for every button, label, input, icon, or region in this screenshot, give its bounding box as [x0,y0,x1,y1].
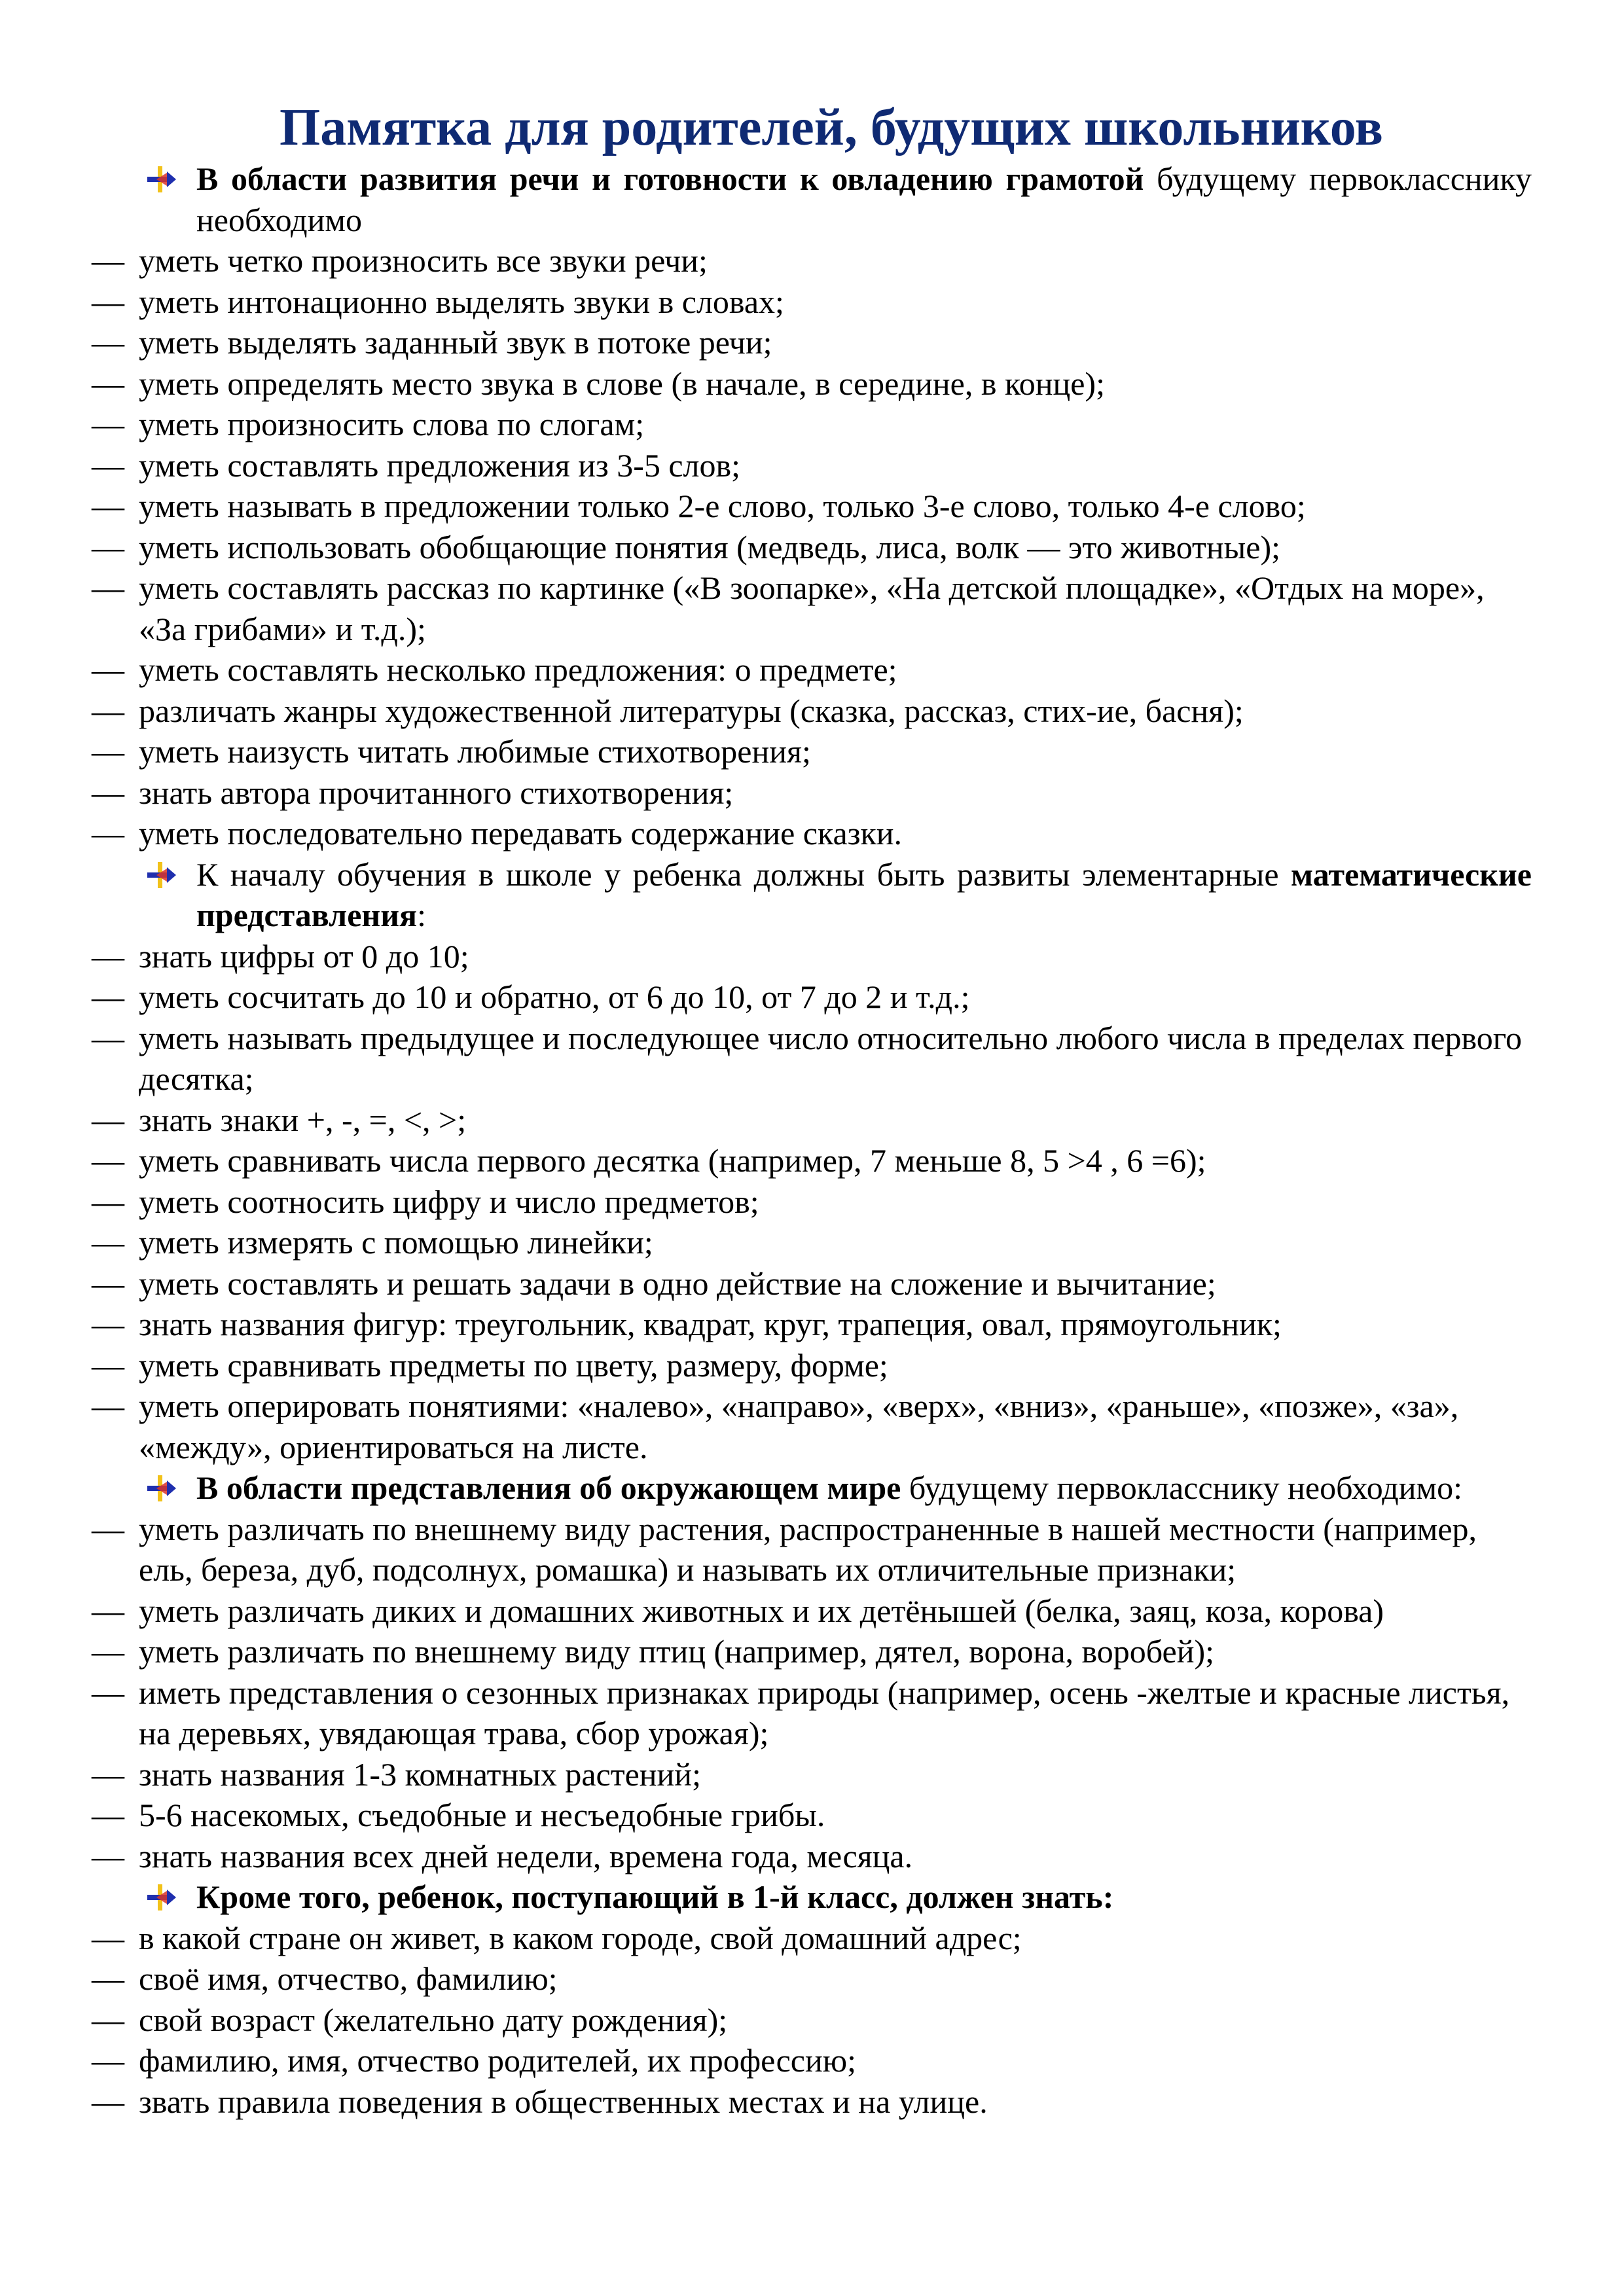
list-item-dash: — [92,1183,124,1220]
list-item [92,1836,1532,1877]
list-item-dash: — [92,1797,124,1833]
list-item-text: 5-6 насекомых, съедобные и несъедобные грибы. [139,1797,825,1833]
list-item-dash: — [92,2001,124,2038]
list-item [92,2000,1532,2041]
list-item-dash: — [92,978,124,1015]
list-item-dash: — [92,651,124,688]
list-item-text: уметь использовать обобщающие понятия (медведь, лиса, волк — это животные); [139,528,1280,565]
list-item-dash: — [92,733,124,770]
list-item [92,1345,1532,1386]
list-item-text: уметь называть предыдущее и последующее число относительно любого числа в пределах первого десятка; [139,1019,1523,1097]
list-item-dash: — [92,488,124,524]
list-item [92,1631,1532,1672]
bullet-arrow-icon [147,166,176,192]
list-item-text: звать правила поведения в общественных местах и на улице. [139,2083,988,2120]
list-item-text: различать жанры художественной литературы (сказка, рассказ, стих-ие, басня); [139,692,1244,729]
list-item [92,1181,1532,1223]
bullet-arrow-icon [147,1475,176,1501]
list-item-dash: — [92,242,124,279]
list-item-text: уметь четко произносить все звуки речи; [139,242,708,279]
list-item-text: уметь называть в предложении только 2-е слово, только 3-е слово, только 4-е слово; [139,488,1306,524]
list-item-dash: — [92,1510,124,1547]
list-item-text: уметь различать по внешнему виду птиц (например, дятел, ворона, воробей); [139,1633,1214,1670]
list-item-dash: — [92,1633,124,1670]
list-item [92,445,1532,486]
list-item-text: фамилию, имя, отчество родителей, их профессию; [139,2042,856,2079]
list-item [92,1754,1532,1795]
list-item-dash: — [92,283,124,320]
list-item [92,1304,1532,1345]
list-item-dash: — [92,1265,124,1302]
list-item-dash: — [92,692,124,729]
sections-container [92,158,1532,2122]
section-heading [92,854,1532,936]
list-item-dash: — [92,1592,124,1629]
list-item [92,649,1532,691]
list-item-dash: — [92,1837,124,1874]
list-item [92,977,1532,1018]
list-item [92,527,1532,568]
list-item [92,731,1532,772]
section-heading-bold: математические представления [196,855,1532,933]
list-item [92,772,1532,814]
list-item-text: уметь сосчитать до 10 и обратно, от 6 до 10, от 7 до 2 и т.д.; [139,978,970,1015]
list-item [92,404,1532,445]
section-heading-bold: В области представления об окружающем мире [196,1469,901,1506]
list-item-dash: — [92,406,124,442]
list-item [92,1795,1532,1836]
section-heading-rest: будущему первокласснику необходимо [196,160,1532,238]
list-item-dash: — [92,1142,124,1179]
list-item [92,2040,1532,2081]
list-item-dash: — [92,774,124,811]
list-item [92,1958,1532,2000]
list-item [92,363,1532,404]
list-item [92,322,1532,363]
list-item-text: уметь соотносить цифру и число предметов; [139,1183,759,1220]
list-item-dash: — [92,937,124,975]
list-item-dash: — [92,1306,124,1342]
list-item [92,936,1532,977]
list-item-text: уметь наизусть читать любимые стихотворения; [139,733,811,770]
list-item-text: уметь составлять несколько предложения: о предмете; [139,651,897,688]
list-item-dash: — [92,1224,124,1261]
section-heading-bold: В области развития речи и готовности к овладению грамотой [196,160,1144,197]
list-item-text: уметь оперировать понятиями: «налево», «направо», «верх», «вниз», «раньше», «позже», «за», «между», ориентироваться на листе. [139,1388,1459,1465]
list-item-text: уметь интонационно выделять звуки в словах; [139,283,784,320]
list-item-dash: — [92,324,124,361]
list-item [92,1222,1532,1263]
section-heading [92,158,1532,240]
list-item [92,1509,1532,1590]
list-item [92,1263,1532,1304]
list-item-text: иметь представления о сезонных признаках природы (например, осень -желтые и красные листья, на деревьях, увядающая трава, сбор урожая); [139,1674,1510,1751]
list-item-text: уметь составлять предложения из 3-5 слов; [139,446,740,484]
list-item-dash: — [92,1919,124,1956]
section-heading-bold: Кроме того, ребенок, поступающий в 1-й класс, должен знать: [196,1878,1114,1915]
list-item [92,813,1532,854]
list-item-dash: — [92,1346,124,1384]
list-item-dash: — [92,1674,124,1711]
list-item [92,1386,1532,1467]
list-item-text: в какой стране он живет, в каком городе, свой домашний адрес; [139,1919,1022,1956]
list-item-dash: — [92,1388,124,1424]
list-item-text: уметь различать диких и домашних животных и их детёнышей (белка, заяц, коза, корова) [139,1592,1384,1629]
list-item-dash: — [92,2042,124,2079]
list-item-text: знать знаки +, -, =, <, >; [139,1101,467,1138]
list-item-text: уметь составлять рассказ по картинке («В зоопарке», «На детской площадке», «Отдых на море», «За грибами» и т.д.); [139,569,1485,647]
list-item-text: уметь сравнивать предметы по цвету, размеру, форме; [139,1346,888,1384]
list-item-dash: — [92,2083,124,2120]
list-item-text: свой возраст (желательно дату рождения); [139,2001,728,2038]
list-item-text: уметь различать по внешнему виду растения, распространенные в нашей местности (например, ель, береза, дуб, подсолнух, ромашка) и называть их отличительные признаки; [139,1510,1477,1588]
list-item-dash: — [92,569,124,606]
list-item-text: знать названия фигур: треугольник, квадрат, круг, трапеция, овал, прямоугольник; [139,1306,1282,1342]
document-page [92,98,1532,2122]
list-item [92,1918,1532,1959]
list-item [92,1672,1532,1754]
list-item-text: уметь измерять с помощью линейки; [139,1224,653,1261]
list-item [92,691,1532,732]
bullet-arrow-icon [147,1884,176,1910]
list-item-text: знать названия 1-3 комнатных растений; [139,1755,701,1793]
list-item-text: уметь составлять и решать задачи в одно действие на сложение и вычитание; [139,1265,1216,1302]
section-heading-rest: : [417,897,426,933]
list-item-dash: — [92,1101,124,1138]
list-item-dash: — [92,446,124,484]
page-title: Памятка для родителей, будущих школьников [279,99,1383,156]
list-item [92,1018,1532,1100]
list-item-dash: — [92,1019,124,1056]
list-item [92,567,1532,649]
list-item-text: уметь сравнивать числа первого десятка (например, 7 меньше 8, 5 >4 , 6 =6); [139,1142,1206,1179]
list-item [92,1590,1532,1632]
list-item [92,2081,1532,2123]
bullet-arrow-icon [147,862,176,888]
list-item-text: знать названия всех дней недели, времена года, месяца. [139,1837,913,1874]
list-item-text: уметь произносить слова по слогам; [139,406,645,442]
list-item-text: уметь выделять заданный звук в потоке речи; [139,324,772,361]
section-heading [92,1467,1532,1509]
list-item [92,1100,1532,1141]
list-item-dash: — [92,528,124,565]
list-item-text: знать цифры от 0 до 10; [139,937,469,975]
list-item [92,240,1532,281]
list-item-dash: — [92,815,124,852]
list-item [92,1140,1532,1181]
list-item-dash: — [92,365,124,402]
section-heading-rest: будущему первокласснику необходимо: [901,1469,1463,1506]
list-item-text: знать автора прочитанного стихотворения; [139,774,734,811]
section-heading [92,1876,1532,1918]
list-item [92,486,1532,527]
list-item-text: своё имя, отчество, фамилию; [139,1960,558,1997]
list-item-dash: — [92,1755,124,1793]
section-heading-prefix: К началу обучения в школе у ребенка должны быть развиты элементарные [196,855,1291,893]
list-item-text: уметь последовательно передавать содержание сказки. [139,815,903,852]
list-item-text: уметь определять место звука в слове (в начале, в середине, в конце); [139,365,1105,402]
list-item [92,281,1532,323]
list-item-dash: — [92,1960,124,1997]
